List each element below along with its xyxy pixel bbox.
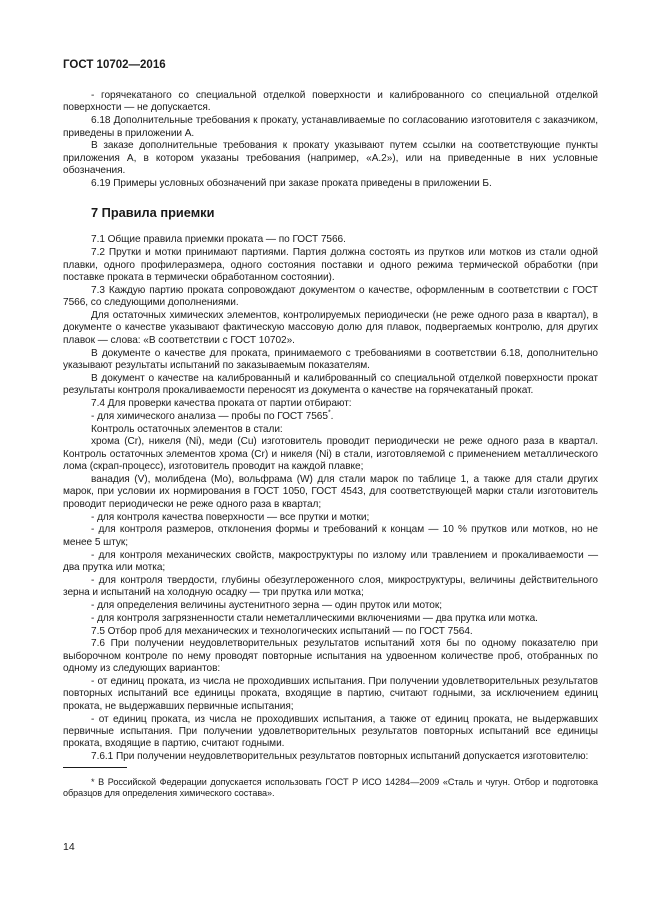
paragraph: 7.1 Общие правила приемки проката — по ГОСТ 7566. bbox=[91, 234, 346, 246]
paragraph-chem-analysis bbox=[63, 411, 598, 423]
top-text-block bbox=[63, 90, 598, 190]
paragraph: 7.3 Каждую партию проката сопровождают документом о качестве, оформленным в соответствии с ГОСТ 7566, со следующими дополнениями. bbox=[63, 284, 598, 309]
paragraph: Контроль остаточных элементов в стали: bbox=[91, 423, 283, 435]
paragraph: 7.6 При получении неудовлетворительных результатов испытаний хотя бы по одному показателю при выборочном контроле по нему проводят повторные испытания на удвоенном количестве проб, отобранных по одному из следующих вариантов: bbox=[63, 638, 598, 675]
paragraph: - для определения величины аустенитного зерна — один пруток или моток; bbox=[91, 600, 442, 612]
footnote: * В Российской Федерации допускается использовать ГОСТ Р ИСО 14284—2009 «Сталь и чугун. Отбор и подготовка образцов для определения химического состава». bbox=[63, 776, 598, 799]
document-page bbox=[63, 58, 598, 809]
paragraph: - от единиц проката, из числа не проходивших испытания. При получении удовлетворительных результатов повторных испытаний все единицы проката, входящие в партию, считают годными, за исключением единиц проката, не выдержавших первичные испытания; bbox=[63, 676, 598, 712]
document-header: ГОСТ 10702—2016 bbox=[63, 59, 166, 71]
paragraph: 6.19 Примеры условных обозначений при заказе проката приведены в приложении Б. bbox=[91, 178, 492, 190]
paragraph: 7.4 Для проверки качества проката от партии отбирают: bbox=[91, 398, 352, 410]
chem-analysis-text: - для химического анализа — пробы по ГОСТ 7565 bbox=[91, 410, 328, 422]
paragraph: Для остаточных химических элементов, контролируемых периодически (не реже одного раза в квартал), в документе о качестве указывают фактическую массовую долю для плавок, подвергаемых контролю, для других плавок — слова: «В соответствии с ГОСТ 10702». bbox=[63, 310, 598, 346]
paragraph: - для контроля качества поверхности — все прутки и мотки; bbox=[91, 511, 370, 523]
footnote-divider bbox=[63, 767, 127, 768]
paragraph: - для контроля размеров, отклонения формы и требований к концам — 10 % прутков или мотков, но не менее 5 штук; bbox=[63, 524, 598, 548]
paragraph: - от единиц проката, из числа не проходивших испытания, а также от единиц проката, не выдержавших первичные испытания. При получении удовлетворительных результатов повторных испытаний все единицы проката, входящие в партию, считают годными. bbox=[63, 713, 598, 750]
paragraph: ванадия (V), молибдена (Mo), вольфрама (W) для стали марок по таблице 1, а также для стали других марок, при условии их нормирования в ГОСТ 1050, ГОСТ 4543, для соответствующей марки стали изготовитель проводит периодически не реже одного раза в квартал; bbox=[63, 474, 598, 510]
paragraph: В документе о качестве для проката, принимаемого с требованиями в соответствии 6.18, дополнительно указывают результаты испытаний по заказываемым показателям. bbox=[63, 347, 598, 372]
paragraph: 6.18 Дополнительные требования к прокату, устанавливаемые по согласованию изготовителя с заказчиком, приведены в приложении А. bbox=[63, 115, 598, 139]
paragraph: - для контроля механических свойств, макроструктуры по излому или травлением и прокаливаемости — два прутка или мотка; bbox=[63, 549, 598, 574]
footnote-mark[interactable]: * bbox=[327, 409, 331, 417]
paragraph: В документ о качестве на калиброванный и калиброванный со специальной отделкой поверхности прокат результаты контроля прокаливаемости переносят из документа о качестве на горячекатаный прокат. bbox=[63, 372, 598, 397]
chem-analysis-end: . bbox=[330, 410, 334, 422]
page-number: 14 bbox=[63, 841, 75, 853]
paragraph: - для контроля твердости, глубины обезуглероженного слоя, микроструктуры, величины действительного зерна и испытаний на холодную осадку — три прутка или мотка; bbox=[63, 574, 598, 599]
paragraph: 7.2 Прутки и мотки принимают партиями. Партия должна состоять из прутков или мотков из стали одной плавки, одного профилеразмера, одного состояния поставки и одного режима термической обработки (при поставке проката в термически обработанном состоянии). bbox=[63, 247, 598, 284]
section-title: 7 Правила приемки bbox=[91, 205, 215, 221]
paragraph: хрома (Cr), никеля (Ni), меди (Cu) изготовитель проводит периодически не реже одного раза в квартал. Контроль остаточных элементов хрома (Cr) и никеля (Ni) в стали, изготовляемой с применением металлического лома (скрап-процесс), изготовитель проводит на каждой плавке; bbox=[63, 436, 598, 473]
paragraph: - для контроля загрязненности стали неметаллическими включениями — два прутка или мотка. bbox=[91, 612, 538, 624]
section-body bbox=[63, 234, 598, 763]
paragraph: - горячекатаного со специальной отделкой поверхности и калиброванного со специальной отделкой поверхности — не допускается. bbox=[63, 90, 598, 114]
paragraph: 7.5 Отбор проб для механических и технологических испытаний — по ГОСТ 7564. bbox=[91, 625, 473, 637]
paragraph: В заказе дополнительные требования к прокату указывают путем ссылки на соответствующие пункты приложения А, в котором указаны требования (например, «А.2»), или на приведенные в них условные обозначения. bbox=[63, 140, 598, 177]
paragraph: 7.6.1 При получении неудовлетворительных результатов повторных испытаний допускается изготовителю: bbox=[91, 751, 589, 763]
